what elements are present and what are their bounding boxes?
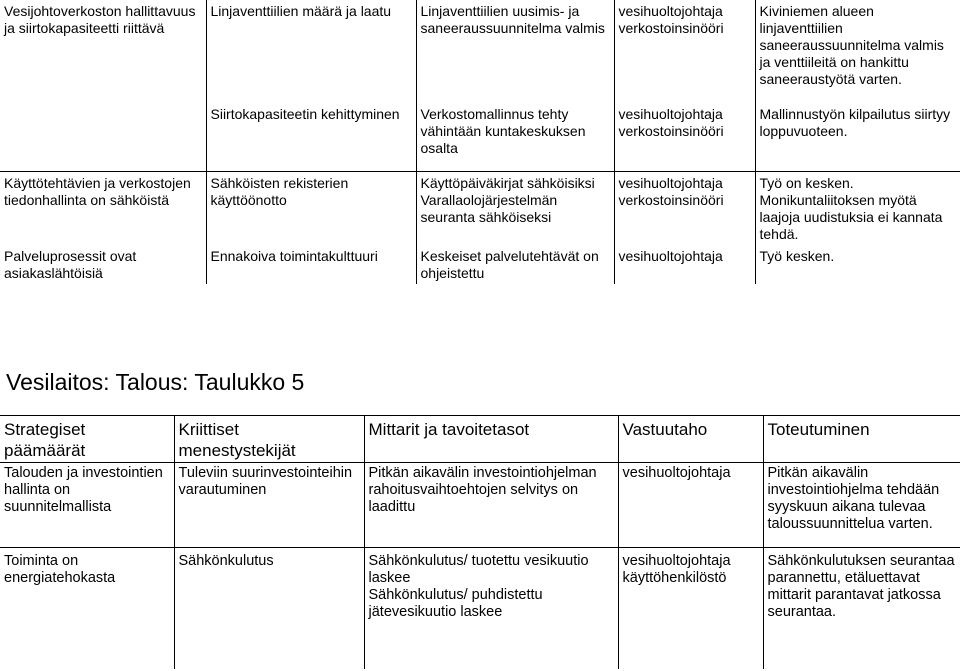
table-cell: Työ on kesken. Monikuntaliitoksen myötä laajoja uudistuksia ei kannata tehdä. <box>755 171 960 245</box>
cell-line: vesihuoltojohtaja <box>622 553 731 569</box>
cell-line: Sähkönkulutus/ tuotettu vesikuutio laskee <box>368 553 589 586</box>
table-cell <box>618 463 763 548</box>
finance-table <box>0 415 960 669</box>
table-cell <box>0 103 206 171</box>
cell-line: vesihuoltojohtaja <box>622 465 731 481</box>
column-header: Toteutuminen <box>763 416 960 463</box>
table-cell: Palveluprosessit ovat asiakaslähtöisiä <box>0 245 206 284</box>
cell-line: Pitkän aikavälin investointiohjelman rahoitusvaihtoehtojen selvitys on laadittu <box>368 465 597 515</box>
table-cell <box>364 548 618 669</box>
table-cell: Käyttöpäiväkirjat sähköisiksi Varallaolojärjestelmän seuranta sähköiseksi <box>416 171 614 245</box>
table-cell: vesihuoltojohtaja verkostoinsinööri <box>614 103 755 171</box>
upper-table <box>0 0 960 284</box>
column-header: Strategiset päämäärät <box>0 416 174 463</box>
table-cell: Vesijohtoverkoston hallittavuus ja siirtokapasiteetti riittävä <box>0 0 206 103</box>
table-row <box>0 245 960 284</box>
table-cell: Pitkän aikavälin investointiohjelma tehdään syyskuun aikana tulevaa taloussuunnittelua varten. <box>763 463 960 548</box>
table-row <box>0 171 960 245</box>
cell-line: käyttöhenkilöstö <box>622 570 727 586</box>
table-cell: Keskeiset palvelutehtävät on ohjeistettu <box>416 245 614 284</box>
table-cell: Tuleviin suurinvestointeihin varautuminen <box>174 463 364 548</box>
table-cell: Verkostomallinnus tehty vähintään kuntakeskuksen osalta <box>416 103 614 171</box>
table-cell: vesihuoltojohtaja <box>614 245 755 284</box>
table-cell: Sähkönkulutus <box>174 548 364 669</box>
table-cell: Mallinnustyön kilpailutus siirtyy loppuvuoteen. <box>755 103 960 171</box>
table-cell: Sähköisten rekisterien käyttöönotto <box>206 171 416 245</box>
table-row <box>0 463 960 548</box>
table-cell: Linjaventtiilien uusimis- ja saneeraussuunnitelma valmis <box>416 0 614 103</box>
table-cell: Kiviniemen alueen linjaventtiilien saneeraussuunnitelma valmis ja venttiileitä on hankittu saneeraustyötä varten. <box>755 0 960 103</box>
table-cell: vesihuoltojohtaja verkostoinsinööri <box>614 171 755 245</box>
table-cell: Talouden ja investointien hallinta on suunnitelmallista <box>0 463 174 548</box>
section-heading: Vesilaitos: Talous: Taulukko 5 <box>6 369 305 395</box>
table-cell: Toiminta on energiatehokasta <box>0 548 174 669</box>
table-cell: Ennakoiva toimintakulttuuri <box>206 245 416 284</box>
column-header: Kriittiset menestystekijät <box>174 416 364 463</box>
table-cell: vesihuoltojohtaja verkostoinsinööri <box>614 0 755 103</box>
table-row <box>0 103 960 171</box>
cell-line: Sähkönkulutus/ puhdistettu jätevesikuutio laskee <box>368 587 543 620</box>
table-cell: Sähkönkulutuksen seurantaa parannettu, etäluettavat mittarit parantavat jatkossa seurantaa. <box>763 548 960 669</box>
table-cell: Käyttötehtävien ja verkostojen tiedonhallinta on sähköistä <box>0 171 206 245</box>
table-cell <box>364 463 618 548</box>
column-header: Mittarit ja tavoitetasot <box>364 416 618 463</box>
table-cell: Työ kesken. <box>755 245 960 284</box>
table-header-row <box>0 416 960 463</box>
table-cell <box>618 548 763 669</box>
table-row <box>0 0 960 103</box>
table-cell: Linjaventtiilien määrä ja laatu <box>206 0 416 103</box>
table-row <box>0 548 960 669</box>
column-header: Vastuutaho <box>618 416 763 463</box>
table-cell: Siirtokapasiteetin kehittyminen <box>206 103 416 171</box>
